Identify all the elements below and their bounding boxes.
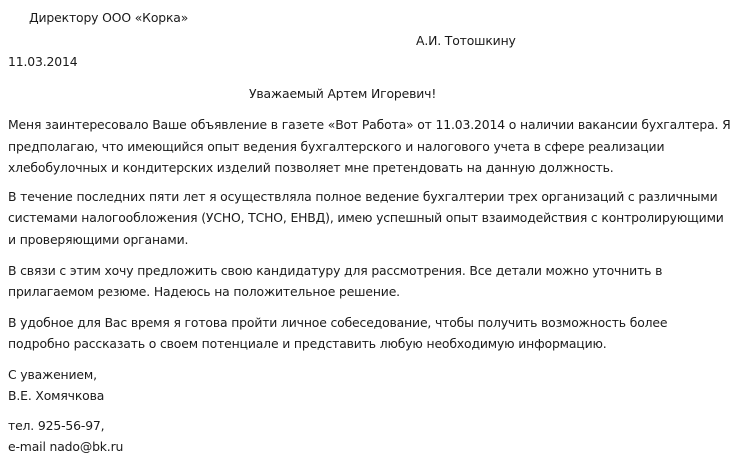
paragraph-2-line-1: В течение последних пяти лет я осуществляла полное ведение бухгалтерии трех организаций с различными (8, 189, 718, 204)
recipient-name: А.И. Тотошкину (416, 33, 516, 48)
paragraph-1-line-1: Меня заинтересовало Ваше объявление в газете «Вот Работа» от 11.03.2014 о наличии вакансии бухгалтера. Я (8, 117, 731, 132)
letter-date: 11.03.2014 (8, 54, 78, 69)
salutation: Уважаемый Артем Игоревич! (249, 86, 437, 101)
contact-phone: тел. 925-56-97, (8, 418, 105, 433)
signer-name: В.Е. Хомячкова (8, 388, 105, 403)
paragraph-4-line-2: подробно рассказать о своем потенциале и представить любую необходимую информацию. (8, 336, 607, 351)
paragraph-1-line-3: хлебобулочных и кондитерских изделий позволяет мне претендовать на данную должность. (8, 160, 614, 175)
recipient-line: Директору ООО «Корка» (29, 10, 189, 25)
paragraph-3-line-2: прилагаемом резюме. Надеюсь на положительное решение. (8, 284, 400, 299)
paragraph-1-line-2: предполагаю, что имеющийся опыт ведения бухгалтерского и налогового учета в сфере реализации (8, 139, 665, 154)
paragraph-4-line-1: В удобное для Вас время я готова пройти личное собеседование, чтобы получить возможность более (8, 315, 668, 330)
closing-regards: С уважением, (8, 367, 97, 382)
contact-email: e-mail nado@bk.ru (8, 439, 124, 454)
paragraph-2-line-3: и проверяющими органами. (8, 232, 189, 247)
paragraph-3-line-1: В связи с этим хочу предложить свою кандидатуру для рассмотрения. Все детали можно уточнить в (8, 263, 663, 278)
paragraph-2-line-2: системами налогообложения (УСНО, ТСНО, ЕНВД), имею успешный опыт взаимодействия с контролирующими (8, 210, 724, 225)
